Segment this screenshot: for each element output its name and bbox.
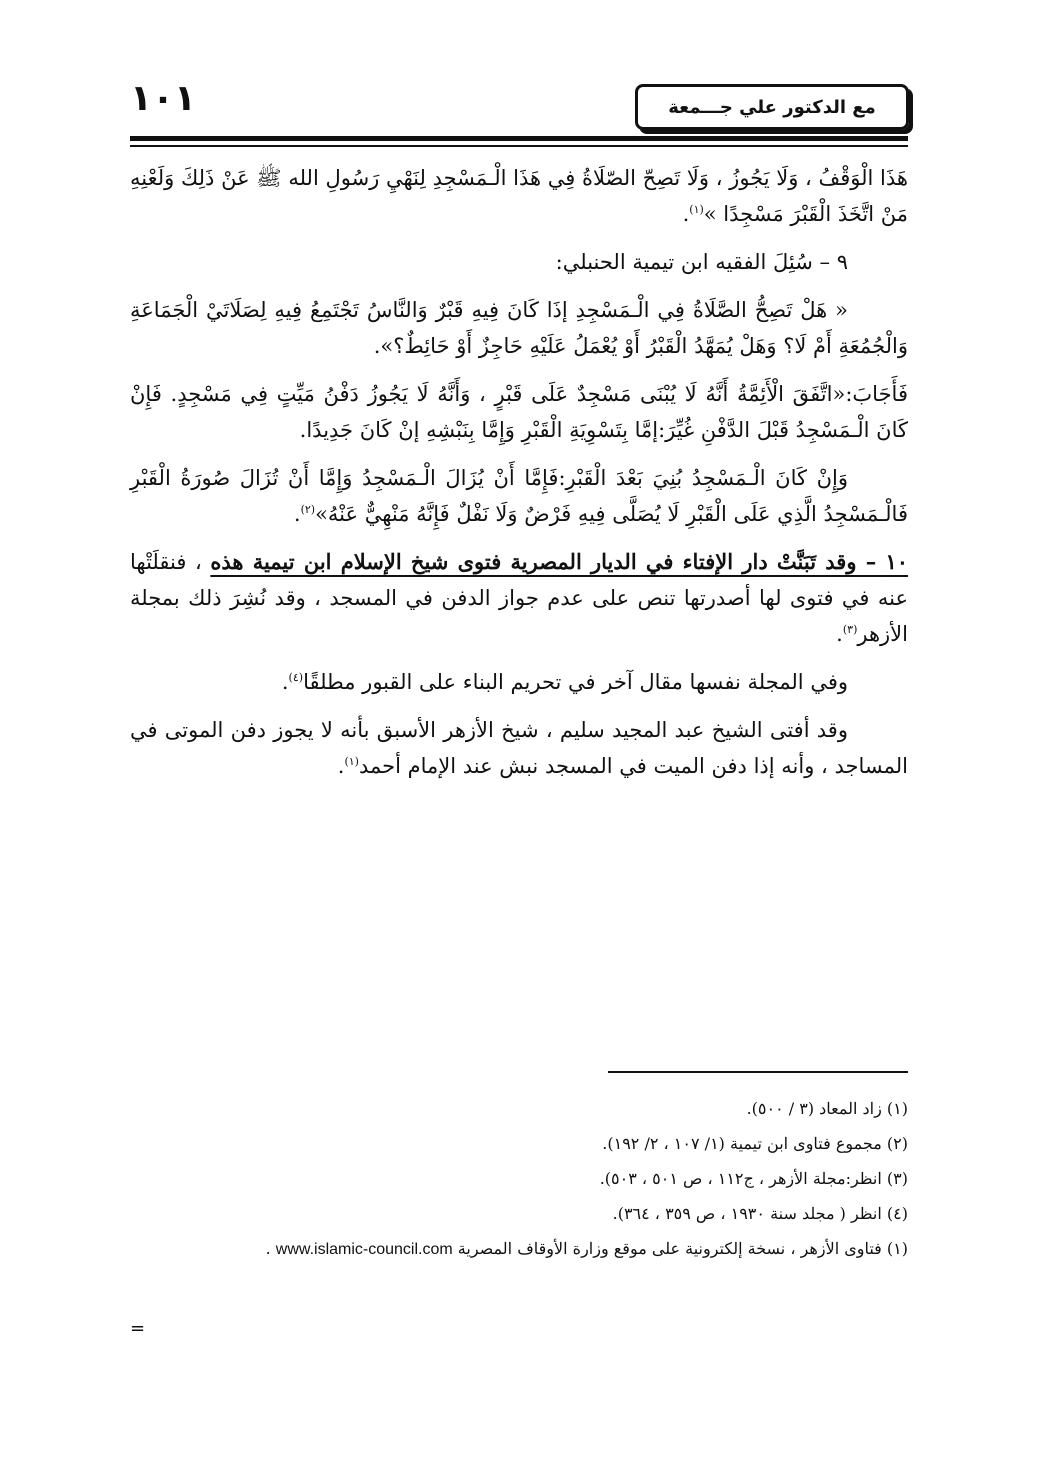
paragraph-4 <box>130 376 908 448</box>
footnote-separator <box>608 1071 908 1073</box>
footnote-ref-3: (٣) <box>842 623 858 636</box>
paragraph-8-text: وقد أفتى الشيخ عبد المجيد سليم ، شيخ الأزهر الأسبق بأنه لا يجوز دفن الموتى في المساجد ، وأنه إذا دفن الميت في المسجد نبش عند الإمام أحمد <box>130 718 908 778</box>
paragraph-5-text: وَإِنْ كَانَ الْـمَسْجِدُ بُنِيَ بَعْدَ الْقَبْرِ:فَإِمَّا أَنْ يُزَالَ الْـمَسْجِدُ وَإِمَّا أَنْ تُزَالَ صُورَةُ الْقَبْرِ فَالْـمَسْجِدُ الَّذِي عَلَى الْقَبْرِ لَا يُصَلَّى فِيهِ فَرْضٌ وَلَا نَفْلٌ فَإِنَّهُ مَنْهِيٌّ عَنْهُ» <box>130 466 908 526</box>
header-rule-thick <box>130 136 908 141</box>
footnote-5-url: www.islamic-council.com <box>275 1241 453 1258</box>
paragraph-6-end: . <box>836 622 843 646</box>
paragraph-5-end: . <box>293 502 301 526</box>
paragraph-7 <box>130 664 908 700</box>
section-10-heading: ١٠ – وقد تَبَنَّتْ دار الإفتاء في الديار المصرية فتوى شيخ الإسلام ابن تيمية هذه <box>210 549 908 574</box>
footnote-ref-4: (٤) <box>288 671 304 684</box>
footnote-5-text: (١) فتاوى الأزهر ، نسخة إلكترونية على موقع وزارة الأوقاف المصرية <box>457 1239 908 1258</box>
footnote-1: (١) زاد المعاد (٣ / ٥٠٠). <box>746 1099 908 1118</box>
paragraph-4-text: فَأَجَابَ:«اتَّفَقَ الْأَئِمَّةُ أَنَّهُ لَا يُبْنَى مَسْجِدٌ عَلَى قَبْرٍ ، وَأَنَّهُ لَا يَجُوزُ دَفْنُ مَيِّتٍ فِي مَسْجِدٍ. فَإِنْ كَانَ الْـمَسْجِدُ قَبْلَ الدَّفْنِ غُيِّرَ:إمَّا بِتَسْوِيَةِ الْقَبْرِ وَإِمَّا بِنَبْشِهِ إنْ كَانَ جَدِيدًا. <box>130 382 908 442</box>
paragraph-7-end: . <box>281 670 289 694</box>
continuation-mark: = <box>130 1318 146 1339</box>
page-number: ١٠١ <box>130 78 196 119</box>
footnotes <box>130 1098 908 1274</box>
paragraph-7-text: وفي المجلة نفسها مقال آخر في تحريم البناء على القبور مطلقًا <box>303 670 848 694</box>
paragraph-2-text: ٩ – سُئِلَ الفقيه ابن تيمية الحنبلي: <box>555 250 848 274</box>
footnote-ref-5: (١) <box>344 755 359 768</box>
paragraph-6-text: ، فنقلَتْها عنه في فتوى لها أصدرتها تنص على عدم جواز الدفن في المسجد ، وقد نُشِرَ ذلك بمجلة الأزهر <box>130 550 908 646</box>
footnote-ref-1: (١) <box>689 203 704 216</box>
paragraph-8 <box>130 712 908 784</box>
paragraph-1-end: . <box>682 202 690 226</box>
footnote-5-end: . <box>265 1239 271 1258</box>
footnote-3: (٣) انظر:مجلة الأزهر ، ج١١٢ ، ص ٥٠١ ، ٥٠٣). <box>599 1169 908 1188</box>
footnote-2: (٢) مجموع فتاوى ابن تيمية (١/ ١٠٧ ، ٢/ ١٩٢). <box>602 1134 908 1153</box>
footnote-ref-2: (٢) <box>300 503 316 516</box>
paragraph-2 <box>130 244 908 280</box>
footnote-4: (٤) انظر ( مجلد سنة ١٩٣٠ ، ص ٣٥٩ ، ٣٦٤). <box>612 1204 908 1223</box>
running-title: مع الدكتور علي جـــمعة <box>668 96 876 118</box>
paragraph-3 <box>130 292 908 364</box>
paragraph-8-end: . <box>337 754 345 778</box>
paragraph-6 <box>130 544 908 652</box>
main-text <box>130 160 908 796</box>
header-rule-thin <box>130 145 908 147</box>
paragraph-5 <box>130 460 908 532</box>
paragraph-1 <box>130 160 908 232</box>
footnote-5 <box>130 1238 908 1261</box>
paragraph-1-text: هَذَا الْوَقْفُ ، وَلَا يَجُوزُ ، وَلَا تَصِحّ الصّلَاةُ فِي هَذَا الْـمَسْجِدِ لِنَهْيِ رَسُولِ الله ﷺ عَنْ ذَلِكَ وَلَعْنِهِ مَنْ اتَّخَذَ الْقَبْرَ مَسْجِدًا » <box>130 166 908 226</box>
paragraph-3-text: « هَلْ تَصِحُّ الصَّلَاةُ فِي الْـمَسْجِدِ إذَا كَانَ فِيهِ قَبْرٌ وَالنَّاسُ تَجْتَمِعُ فِيهِ لِصَلَاتَيْ الْجَمَاعَةِ وَالْجُمُعَةِ أَمْ لَا؟ وَهَلْ يُمَهَّدُ الْقَبْرُ أَوْ يُعْمَلُ عَلَيْهِ حَاجِزٌ أَوْ حَائِطٌ؟». <box>130 298 908 358</box>
running-title-box <box>635 84 909 130</box>
